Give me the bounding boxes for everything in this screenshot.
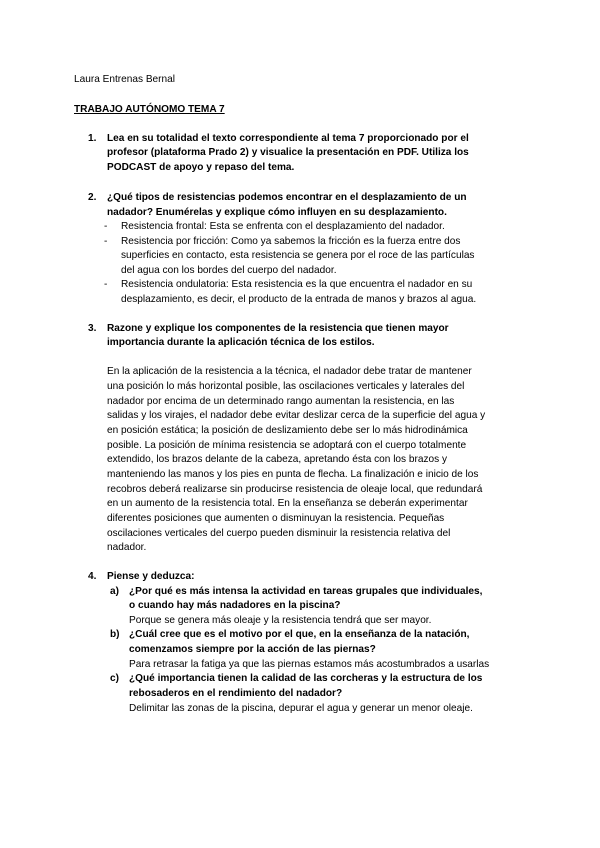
question-number: 2. <box>88 192 97 203</box>
sub-question-line: ¿Qué importancia tienen la calidad de las corcheras y la estructura de los <box>129 673 483 684</box>
sub-question-line: ¿Por qué es más intensa la actividad en tareas grupales que individuales, <box>129 586 483 597</box>
sub-question-line: comenzamos siempre por la acción de las piernas? <box>129 644 376 655</box>
answer-3-line: en posición estática; la posición de deslizamiento debe ser lo más hidrodinámica <box>107 425 468 436</box>
question-number: 1. <box>88 133 97 144</box>
sub-answer: Para retrasar la fatiga ya que las piernas estamos más acostumbrados a usarlas <box>129 659 490 670</box>
author-name: Laura Entrenas Bernal <box>74 74 176 85</box>
question-1-line: PODCAST de apoyo y repaso del tema. <box>107 162 295 173</box>
question-1-line: profesor (plataforma Prado 2) y visualice la presentación en PDF. Utiliza los <box>107 147 469 158</box>
sub-answer: Delimitar las zonas de la piscina, depurar el agua y generar un menor oleaje. <box>129 703 473 714</box>
bullet-text: Resistencia frontal: Esta se enfrenta con el desplazamiento del nadador. <box>121 221 445 232</box>
answer-3-line: oscilaciones verticales del cuerpo pueden disminuir la resistencia relativa del <box>107 528 451 539</box>
sub-question-letter: c) <box>110 673 119 684</box>
sub-question-line: ¿Cuál cree que es el motivo por el que, en la enseñanza de la natación, <box>129 629 470 640</box>
question-4-title: Piense y deduzca: <box>107 571 195 582</box>
document-title: TRABAJO AUTÓNOMO TEMA 7 <box>74 104 225 115</box>
bullet-text: Resistencia ondulatoria: Esta resistencia es la que encuentra el nadador en su <box>121 279 473 290</box>
answer-3-line: manteniendo las manos y los pies en punta de flecha. La finalización e inicio de los <box>107 469 479 480</box>
sub-question-letter: a) <box>110 586 119 597</box>
bullet-text: del agua con los bordes del cuerpo del nadador. <box>121 265 337 276</box>
answer-3-line: extendido, los brazos delante de la cabeza, apretando ésta con los brazos y <box>107 454 448 465</box>
answer-3-line: posible. La posición de mínima resistencia se adoptará con el cuerpo totalmente <box>107 440 467 451</box>
question-2-line: nadador? Enumérelas y explique cómo influyen en su desplazamiento. <box>107 207 447 218</box>
bullet-dash: - <box>104 279 108 290</box>
bullet-text: desplazamiento, es decir, el producto de la entrada de manos y brazos al agua. <box>121 294 477 305</box>
question-3-line: Razone y explique los componentes de la resistencia que tienen mayor <box>107 323 449 334</box>
sub-question-letter: b) <box>110 629 120 640</box>
answer-3-line: en un aumento de la resistencia total. En la enseñanza se deberán experimentar <box>107 498 468 509</box>
bullet-text: Resistencia por fricción: Como ya sabemos la fricción es la fuerza entre dos <box>121 236 461 247</box>
bullet-text: superficies en contacto, esta resistencia se genera por el roce de las partículas <box>121 250 475 261</box>
sub-question-line: rebosaderos en el rendimiento del nadador? <box>129 688 343 699</box>
question-number: 4. <box>88 571 97 582</box>
question-3-line: importancia durante la aplicación técnica de los estilos. <box>107 337 375 348</box>
answer-3-line: una posición lo más horizontal posible, las oscilaciones verticales y laterales del <box>107 381 465 392</box>
answer-3-line: diferentes posiciones que aumenten o disminuyan la resistencia. Pequeñas <box>107 513 445 524</box>
answer-3-line: nadador por encima de un determinado rango aumentan la resistencia, en las <box>107 396 455 407</box>
answer-3-line: recobros deberá realizarse sin producirse resistencia de oleaje local, que redundará <box>107 484 483 495</box>
question-number: 3. <box>88 323 97 334</box>
bullet-dash: - <box>104 236 108 247</box>
question-1-line: Lea en su totalidad el texto correspondiente al tema 7 proporcionado por el <box>107 133 469 144</box>
question-2-line: ¿Qué tipos de resistencias podemos encontrar en el desplazamiento de un <box>107 192 467 203</box>
answer-3-line: En la aplicación de la resistencia a la técnica, el nadador debe tratar de mantener <box>107 366 472 377</box>
bullet-dash: - <box>104 221 108 232</box>
sub-answer: Porque se genera más oleaje y la resistencia tendrá que ser mayor. <box>129 615 432 626</box>
answer-3-line: salidas y los virajes, el nadador debe evitar deslizar cerca de la superficie del agua y <box>107 410 486 421</box>
answer-3-line: nadador. <box>107 542 147 553</box>
sub-question-line: o cuando hay más nadadores en la piscina? <box>129 600 341 611</box>
